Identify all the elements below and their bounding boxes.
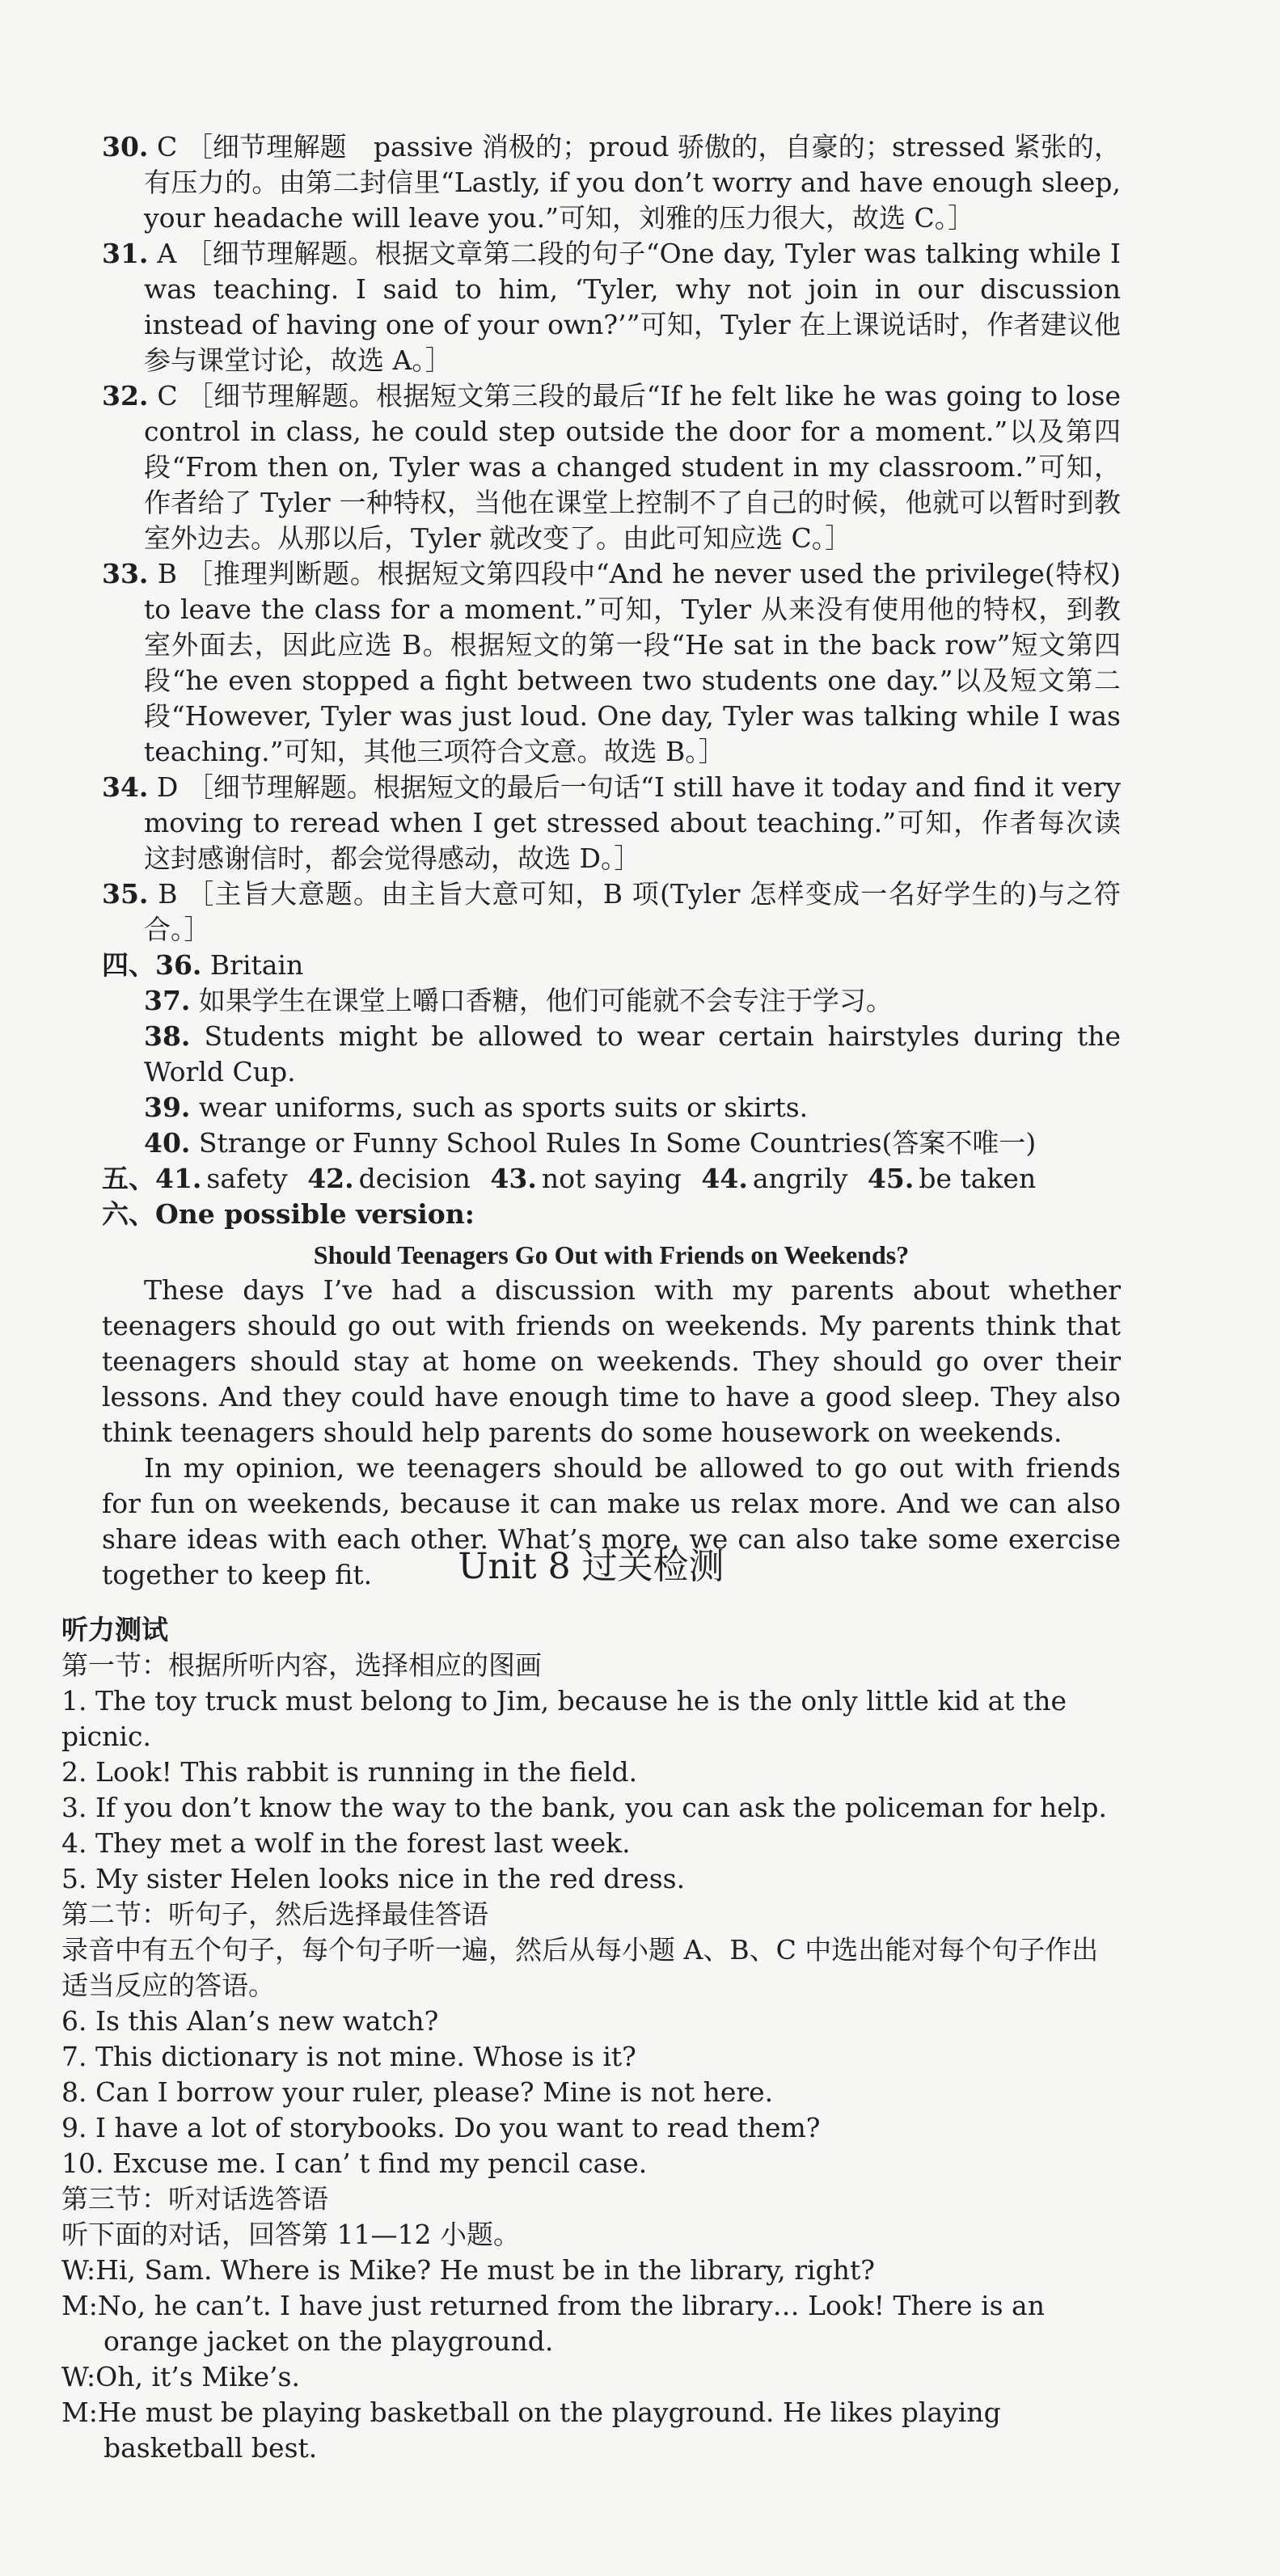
listening-item-8: 8. Can I borrow your ruler, please? Mine is not here. xyxy=(61,2076,774,2108)
part4-answer-38: 38. Students might be allowed to wear certain hairstyles during the World Cup. xyxy=(144,1020,1121,1087)
dialogue-line-3: W:Oh, it’s Mike’s. xyxy=(61,2361,300,2392)
essay-title: Should Teenagers Go Out with Friends on Weekends? xyxy=(313,1240,910,1269)
listening-heading: 听力测试 xyxy=(61,1614,168,1645)
part4-answer-39: 39. wear uniforms, such as sports suits or skirts. xyxy=(144,1092,809,1123)
unit-title: Unit 8 过关检测 xyxy=(458,1546,724,1587)
part4-answer-36: 四、36. Britain xyxy=(102,949,304,981)
listening-item-7: 7. This dictionary is not mine. Whose is it? xyxy=(61,2041,636,2072)
section2-instruction: 录音中有五个句子，每个句子听一遍，然后从每小题 A、B、C 中选出能对每个句子作出适当反应的答语。 xyxy=(61,1934,1099,2001)
part5-answers: 五、41. safety 42. decision 43. not saying 44. angrily 45. be taken xyxy=(102,1163,1037,1194)
unit8-section xyxy=(61,1520,1121,2466)
answer-31: 31. A ［细节理解题。根据文章第二段的句子“One day, Tyler was talking while I was teaching. I said to him, ‘Tyler, why not join in our discussion instead of having one of your own?’”可知，Tyler 在上课说话时，作者建议他参与课堂讨论，故选 A。］ xyxy=(102,238,1121,376)
essay-paragraph-2: In my opinion, we teenagers should be allowed to go out with friends for fun on weekends, because it can make us relax more. And we can also share ideas with each other. What’s more, we can also take some exercise together to keep fit. xyxy=(102,1452,1121,1590)
dialogue-line-2: M:No, he can’t. I have just returned from the library… Look! There is an orange jacket on the playground. xyxy=(61,2290,1045,2357)
answer-32: 32. C ［细节理解题。根据短文第三段的最后“If he felt like he was going to lose control in class, he could step outside the door for a moment.”以及第四段“From then on, Tyler was a changed student in my classroom.”可知，作者给了 Tyler 一种特权，当他在课堂上控制不了自己的时候，他就可以暂时到教室外边去。从那以后，Tyler 就改变了。由此可知应选 C。］ xyxy=(102,380,1121,554)
listening-item-1: 1. The toy truck must belong to Jim, because he is the only little kid at the picnic. xyxy=(61,1685,1067,1752)
section2-title: 第二节：听句子，然后选择最佳答语 xyxy=(61,1898,488,1930)
part6-label: 六、One possible version: xyxy=(102,1198,475,1230)
listening-item-10: 10. Excuse me. I can’ t find my pencil case. xyxy=(61,2147,648,2179)
answer-34: 34. D ［细节理解题。根据短文的最后一句话“I still have it today and find it very moving to reread when I get stressed about teaching.”可知，作者每次读这封感谢信时，都会觉得感动，故选 D。］ xyxy=(102,771,1121,874)
reading-answers xyxy=(102,129,1121,1593)
listening-item-5: 5. My sister Helen looks nice in the red dress. xyxy=(61,1863,686,1894)
dialogue-line-4: M:He must be playing basketball on the playground. He likes playing basketball best. xyxy=(61,2397,1001,2464)
part4-answer-40: 40. Strange or Funny School Rules In Some Countries(答案不唯一) xyxy=(144,1127,1037,1159)
listening-item-9: 9. I have a lot of storybooks. Do you want to read them? xyxy=(61,2112,821,2143)
section3-instruction: 听下面的对话，回答第 11—12 小题。 xyxy=(61,2219,520,2250)
answer-33: 33. B ［推理判断题。根据短文第四段中“And he never used the privilege(特权) to leave the class for a moment.”可知，Tyler 从来没有使用他的特权，到教室外面去，因此应选 B。根据短文的第一段“He sat in the back row”短文第四段“he even stopped a fight between two students one day.”以及短文第二段“However, Tyler was just loud. One day, Tyler was talking while I was teaching.”可知，其他三项符合文意。故选 B。］ xyxy=(102,558,1121,767)
listening-item-4: 4. They met a wolf in the forest last week. xyxy=(61,1827,631,1859)
section1-title: 第一节：根据所听内容，选择相应的图画 xyxy=(61,1649,542,1681)
listening-item-2: 2. Look! This rabbit is running in the field. xyxy=(61,1756,638,1788)
dialogue-line-1: W:Hi, Sam. Where is Mike? He must be in the library, right? xyxy=(61,2254,875,2286)
essay-paragraph-1: These days I’ve had a discussion with my parents about whether teenagers should go out with friends on weekends. My parents think that teenagers should stay at home on weekends. They should go over their lessons. And they could have enough time to have a good sleep. They also think teenagers should help parents do some housework on weekends. xyxy=(102,1274,1121,1448)
answer-35: 35. B ［主旨大意题。由主旨大意可知，B 项(Tyler 怎样变成一名好学生的)与之符合。］ xyxy=(102,878,1121,945)
listening-item-3: 3. If you don’t know the way to the bank, you can ask the policeman for help. xyxy=(61,1792,1107,1823)
answer-30: 30. C ［细节理解题 passive 消极的；proud 骄傲的，自豪的；stressed 紧张的，有压力的。由第二封信里“Lastly, if you don’t worry and have enough sleep, your headache will leave you.”可知，刘雅的压力很大，故选 C。］ xyxy=(102,131,1121,234)
section3-title: 第三节：听对话选答语 xyxy=(61,2183,328,2215)
listening-item-6: 6. Is this Alan’s new watch? xyxy=(61,2005,439,2037)
part4-answer-37: 37. 如果学生在课堂上嚼口香糖，他们可能就不会专注于学习。 xyxy=(144,985,893,1016)
